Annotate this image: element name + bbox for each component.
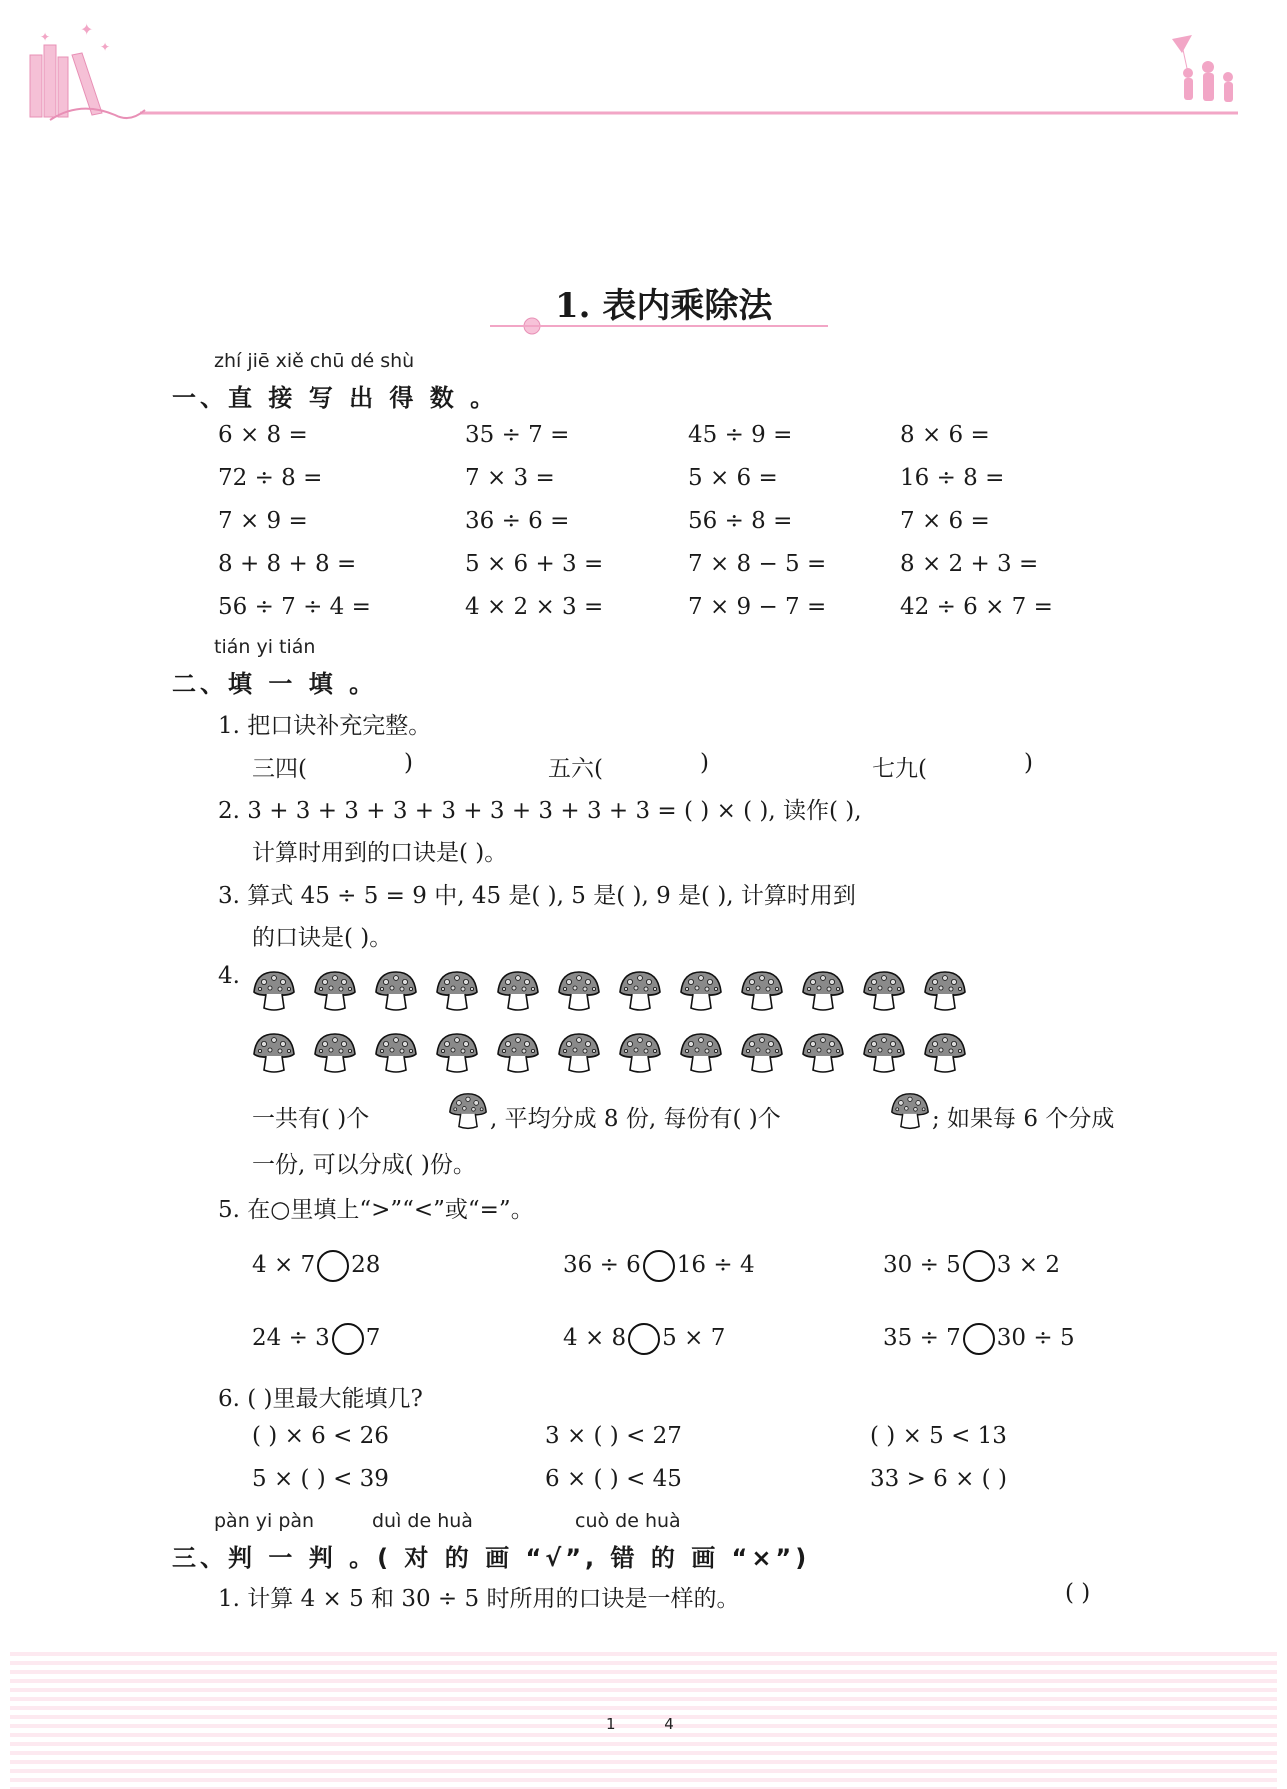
mushroom-icon xyxy=(496,970,540,1014)
compare-item xyxy=(563,1323,725,1355)
problem-cell: 72 ÷ 8 = xyxy=(218,465,323,491)
mushroom-icon xyxy=(679,1032,723,1076)
section3-pinyin-2: duì de huà xyxy=(372,1510,473,1532)
q1-blank-b: 五六( xyxy=(548,756,603,782)
compare-right: 7 xyxy=(365,1325,381,1351)
mushroom-icon xyxy=(801,970,845,1014)
svg-text:✦: ✦ xyxy=(40,30,51,44)
compare-circle[interactable] xyxy=(317,1250,349,1282)
problem-cell: 8 × 6 = xyxy=(900,422,990,448)
compare-item xyxy=(883,1250,1060,1282)
q1-text: 1. 把口诀补充完整。 xyxy=(218,713,432,739)
mushroom-icon xyxy=(618,970,662,1014)
section2-heading: 二、填 一 填 。 xyxy=(172,670,378,698)
q3-line2: 的口诀是( )。 xyxy=(252,925,393,951)
compare-right: 3 × 2 xyxy=(996,1252,1060,1278)
section2-pinyin: tián yi tián xyxy=(214,636,316,658)
mushroom-icon xyxy=(313,1032,357,1076)
section1-pinyin: zhí jiē xiě chū dé shù xyxy=(214,350,415,372)
mushroom-icon xyxy=(923,1032,967,1076)
section3-heading: 三、判 一 判 。( 对 的 画 “√”, 错 的 画 “×”) xyxy=(172,1544,811,1572)
mushroom-icon xyxy=(252,1032,296,1076)
compare-item xyxy=(252,1250,380,1282)
compare-circle[interactable] xyxy=(628,1323,660,1355)
mushroom-icon xyxy=(252,970,296,1014)
page-title: 1. 表内乘除法 xyxy=(555,286,773,326)
compare-circle[interactable] xyxy=(963,1250,995,1282)
problem-cell: 7 × 9 − 7 = xyxy=(688,594,827,620)
compare-left: 35 ÷ 7 xyxy=(883,1325,961,1351)
mushroom-icon xyxy=(740,970,784,1014)
mushroom-icon xyxy=(313,970,357,1014)
mushroom-icon xyxy=(618,1032,662,1076)
problem-cell: 5 × 6 + 3 = xyxy=(465,551,604,577)
mushroom-icon xyxy=(679,970,723,1014)
compare-left: 30 ÷ 5 xyxy=(883,1252,961,1278)
problem-cell: 35 ÷ 7 = xyxy=(465,422,570,448)
mushroom-icon xyxy=(374,970,418,1014)
section3-pinyin-1: pàn yi pàn xyxy=(214,1510,315,1532)
q4-line1-part-c: ; 如果每 6 个分成 xyxy=(932,1106,1115,1132)
page-number: 1 4 xyxy=(606,1715,674,1733)
compare-left: 36 ÷ 6 xyxy=(563,1252,641,1278)
q6-item: 5 × ( ) < 39 xyxy=(252,1466,389,1492)
problem-cell: 7 × 9 = xyxy=(218,508,308,534)
mushroom-icon xyxy=(862,970,906,1014)
mushroom-icon xyxy=(801,1032,845,1076)
problem-cell: 7 × 6 = xyxy=(900,508,990,534)
q1-blank-a: 三四( xyxy=(252,756,307,782)
mushroom-icon xyxy=(557,1032,601,1076)
compare-right: 28 xyxy=(351,1252,381,1278)
mushroom-icon xyxy=(435,970,479,1014)
compare-right: 16 ÷ 4 xyxy=(676,1252,755,1278)
mushroom-icon xyxy=(496,1032,540,1076)
mushroom-icon xyxy=(862,1032,906,1076)
mushroom-icon xyxy=(557,970,601,1014)
q6-item: 33 > 6 × ( ) xyxy=(870,1466,1007,1492)
problem-cell: 16 ÷ 8 = xyxy=(900,465,1005,491)
problem-cell: 7 × 8 − 5 = xyxy=(688,551,827,577)
q4-line1-part-a: 一共有( )个 xyxy=(252,1106,370,1132)
problem-cell: 8 + 8 + 8 = xyxy=(218,551,357,577)
section3-q1: 1. 计算 4 × 5 和 30 ÷ 5 时所用的口诀是一样的。 xyxy=(218,1586,740,1612)
problem-cell: 5 × 6 = xyxy=(688,465,778,491)
q3-line1: 3. 算式 45 ÷ 5 = 9 中, 45 是( ), 5 是( ), 9 是( ), 计算时用到 xyxy=(218,883,856,909)
q1-blank-c-close: ) xyxy=(1024,750,1033,776)
q1-blank-c: 七九( xyxy=(872,756,927,782)
compare-circle[interactable] xyxy=(332,1323,364,1355)
compare-circle[interactable] xyxy=(643,1250,675,1282)
section3-q1-answer-blank[interactable]: ( ) xyxy=(1065,1580,1091,1606)
mushroom-icon xyxy=(923,970,967,1014)
svg-text:✦: ✦ xyxy=(80,20,94,39)
problem-cell: 8 × 2 + 3 = xyxy=(900,551,1039,577)
problem-cell: 56 ÷ 7 ÷ 4 = xyxy=(218,594,371,620)
q6-text: 6. ( )里最大能填几? xyxy=(218,1386,423,1412)
q2-line2: 计算时用到的口诀是( )。 xyxy=(252,840,508,866)
q6-item: ( ) × 6 < 26 xyxy=(252,1423,389,1449)
mushroom-icon xyxy=(448,1092,488,1132)
problem-cell: 56 ÷ 8 = xyxy=(688,508,793,534)
compare-left: 24 ÷ 3 xyxy=(252,1325,330,1351)
title-underline xyxy=(490,316,830,336)
problem-cell: 45 ÷ 9 = xyxy=(688,422,793,448)
svg-text:✦: ✦ xyxy=(100,40,111,54)
compare-left: 4 × 8 xyxy=(563,1325,627,1351)
problem-cell: 7 × 3 = xyxy=(465,465,555,491)
mushroom-icon xyxy=(740,1032,784,1076)
problem-cell: 4 × 2 × 3 = xyxy=(465,594,604,620)
q6-item: 3 × ( ) < 27 xyxy=(545,1423,682,1449)
q4-number: 4. xyxy=(218,963,240,989)
q6-item: ( ) × 5 < 13 xyxy=(870,1423,1007,1449)
compare-left: 4 × 7 xyxy=(252,1252,316,1278)
problem-cell: 42 ÷ 6 × 7 = xyxy=(900,594,1053,620)
section3-pinyin-3: cuò de huà xyxy=(575,1510,681,1532)
compare-right: 30 ÷ 5 xyxy=(996,1325,1075,1351)
q1-blank-a-close: ) xyxy=(404,750,413,776)
q6-item: 6 × ( ) < 45 xyxy=(545,1466,682,1492)
mushroom-icon xyxy=(890,1092,930,1132)
mushroom-icon xyxy=(435,1032,479,1076)
q2-line1: 2. 3 + 3 + 3 + 3 + 3 + 3 + 3 + 3 + 3 = ( ) × ( ), 读作( ), xyxy=(218,798,862,824)
compare-item xyxy=(563,1250,755,1282)
q1-blank-b-close: ) xyxy=(700,750,709,776)
problem-cell: 6 × 8 = xyxy=(218,422,308,448)
q4-line1-part-b: , 平均分成 8 份, 每份有( )个 xyxy=(490,1106,781,1132)
header-ornament-svg xyxy=(20,15,1270,130)
compare-item xyxy=(252,1323,380,1355)
compare-circle[interactable] xyxy=(963,1323,995,1355)
problem-cell: 36 ÷ 6 = xyxy=(465,508,570,534)
compare-item xyxy=(883,1323,1075,1355)
compare-right: 5 × 7 xyxy=(662,1325,726,1351)
section1-heading: 一、直 接 写 出 得 数 。 xyxy=(172,384,499,412)
mushroom-icon xyxy=(374,1032,418,1076)
q4-line2: 一份, 可以分成( )份。 xyxy=(252,1152,476,1178)
q5-text: 5. 在○里填上“>”“<”或“=”。 xyxy=(218,1197,534,1223)
